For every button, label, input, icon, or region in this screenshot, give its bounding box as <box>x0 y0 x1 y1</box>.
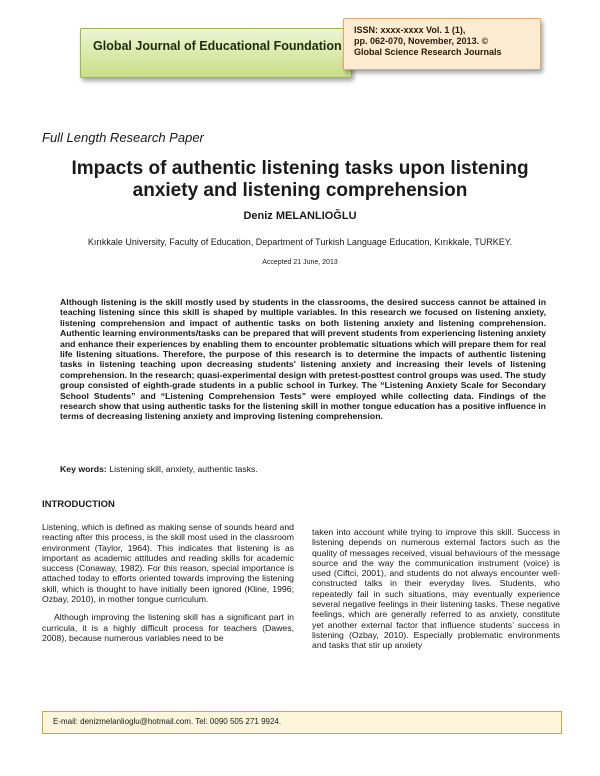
author-affiliation: Kırıkkale University, Faculty of Education, Department of Turkish Language Education, Kırıkkale, TURKEY. <box>87 237 513 247</box>
accepted-date: Accepted 21 June, 2013 <box>262 259 338 266</box>
issn-info <box>354 25 538 58</box>
body-paragraph: Although improving the listening skill has a significant part in curricula, it is a highly difficult process for teachers (Dawes, 2008), because numerous variables need to be <box>42 612 294 643</box>
journal-name: Global Journal of Educational Foundation <box>93 39 342 53</box>
author-name: Deniz MELANLIOĞLU <box>243 210 357 222</box>
paper-title: Impacts of authentic listening tasks upon listening anxiety and listening comprehension <box>71 158 529 201</box>
issn-line: pp. 062-070, November, 2013. © <box>354 36 489 46</box>
issn-box <box>343 18 541 70</box>
body-column-right <box>312 527 560 659</box>
body-paragraph: Listening, which is defined as making sense of sounds heard and reacting after this process, is the skill most used in the classroom environment (Taylor, 1964). This indicates that listening is as important as academic attitudes and reading skills for academic success (Conaway, 1982). For this reason, special importance is attached today to efforts oriented towards improving the listening skill, which is thought to have initially been ignored (Kline, 1996; Ozbay, 2010), in mother tongue curriculum. <box>42 522 294 605</box>
issn-line: ISSN: xxxx-xxxx Vol. 1 (1), <box>354 25 466 35</box>
body-paragraph: taken into account while trying to improve this skill. Success in listening depends on numerous external factors such as the quality of messages received, visual behaviours of the message source and the way the communication instrument (voice) is used (Ciftci, 2001), and students do not always encounter well-constructed talks in their everyday lives. Students, who repeatedly fail in such situations, may eventually experience several negative feelings in their listening tasks. These negative feelings, which are generally referred to as anxiety, constitute yet another external factor that influence students’ success in listening (Ozbay, 2010). Especially problematic environments and tasks that stir up anxiety <box>312 527 560 651</box>
corresponding-email: E-mail: denizmelanlioglu@hotmail.com. Tel: 0090 505 271 9924. <box>53 717 282 726</box>
section-heading: INTRODUCTION <box>42 499 115 510</box>
keywords-label: Key words: <box>60 464 107 474</box>
body-column-left <box>42 522 294 651</box>
corresponding-author-box <box>42 711 562 734</box>
keywords <box>60 464 546 474</box>
keywords-list: Listening skill, anxiety, authentic tasks. <box>109 464 258 474</box>
abstract: Although listening is the skill mostly used by students in the classrooms, the desired success cannot be attained in teaching listening since this skill is shaped by multiple variables. In this research we focused on listening anxiety, listening comprehension and impact of authentic tasks on both listening anxiety and listening comprehension. Authentic learning environments/tasks can be prepared that will prevent students from experiencing listening anxiety and enhance their experiences by enabling them to encounter problematic situations which will prepare them for real life listening situations. Therefore, the purpose of this research is to determine the impacts of authentic listening tasks in listening teaching upon decreasing students' listening anxiety and increasing their levels of listening comprehension. In the research; quasi-experimental design with pretest-posttest control groups was used. The study group consisted of eighth-grade students in a public school in Turkey. The “Listening Anxiety Scale for Secondary School Students” and “Listening Comprehension Tests” were employed while collecting data. Findings of the research show that using authentic tasks for the listening skill in mother tongue education has a positive influence in terms of decreasing listening anxiety and improving listening comprehension. <box>60 297 546 422</box>
journal-name-box <box>80 28 352 78</box>
issn-line: Global Science Research Journals <box>354 47 502 57</box>
paper-type: Full Length Research Paper <box>42 130 204 145</box>
